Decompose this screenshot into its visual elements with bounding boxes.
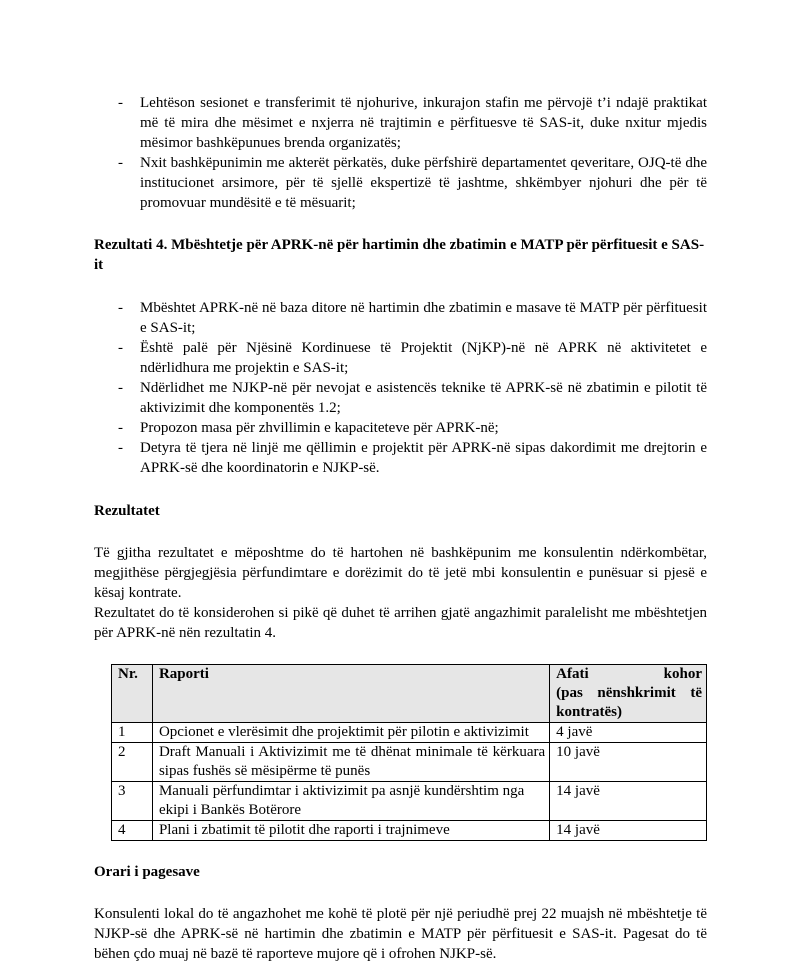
cell-report: Manuali përfundimtar i aktivizimit pa asnjë kundërshtim nga ekipi i Bankës Botërore: [152, 782, 549, 821]
cell-report: Plani i zbatimit të pilotit dhe raporti i trajnimeve: [152, 821, 549, 841]
cell-deadline: 14 javë: [550, 821, 707, 841]
payment-heading: Orari i pagesave: [94, 864, 200, 880]
table-row: [112, 723, 707, 743]
cell-deadline: 10 javë: [550, 743, 707, 782]
table-row: [112, 782, 707, 821]
results-paragraph-2: Rezultatet do të konsiderohen si pikë që duhet të arrihen gjatë angazhimit paralelisht me mbështetjen për APRK-në nën rezultatin 4.: [94, 605, 707, 641]
results-heading: Rezultatet: [94, 503, 160, 519]
table-row: [112, 743, 707, 782]
list-item: - Lehtëson sesionet e transferimit të njohurive, inkurajon stafin me përvojë t’i ndajë praktikat më të mira dhe mësimet e nxjerra në trajtimin e përfituesve të SAS-it, duke nxitur mjedis mësimor bashkëpunues brenda organizatës;: [118, 95, 707, 151]
bullet-marker: -: [118, 300, 123, 316]
bullet-marker: -: [118, 340, 123, 356]
cell-no: 4: [112, 821, 153, 841]
cell-no: 3: [112, 782, 153, 821]
payment-paragraph: Konsulenti lokal do të angazhohet me kohë të plotë për një periudhë prej 22 muajsh në mbështetje të NJKP-së dhe APRK-së në hartimin dhe zbatimin e MATP për përfituesit e SAS-it. Pagesat do të bëhen çdo muaj në bazë të raporteve mujore që i ofrohen NJKP-së.: [94, 906, 707, 962]
results-paragraph-1: Të gjitha rezultatet e mëposhtme do të hartohen në bashkëpunim me konsulentin ndërkombëtar, megjithëse përgjegjësia përfundimtare e dorëzimit do të jetë mbi konsulentin e punësuar si pjesë e kësaj kontrate.: [94, 545, 707, 601]
header-deadline: Afati kohor (pas nënshkrimit të kontratës): [550, 665, 707, 723]
list-item: - Mbështet APRK-në në baza ditore në hartimin dhe zbatimin e masave të MATP për përfituesit e SAS-it;: [118, 300, 707, 336]
bullet-marker: -: [118, 380, 123, 396]
list-item: - Ndërlidhet me NJKP-në për nevojat e asistencës teknike të APRK-së në zbatimin e pilotit të aktivizimit dhe komponentës 1.2;: [118, 380, 707, 416]
header-report: Raporti: [152, 665, 549, 723]
list-item: - Propozon masa për zhvillimin e kapaciteteve për APRK-në;: [118, 420, 499, 436]
result-4-heading: Rezultati 4. Mbështetje për APRK-në për hartimin dhe zbatimin e MATP për përfituesit e SAS-it: [94, 237, 705, 273]
cell-deadline: 4 javë: [550, 723, 707, 743]
header-no: Nr.: [112, 665, 153, 723]
result-4-bullet-list: [94, 298, 707, 478]
cell-no: 1: [112, 723, 153, 743]
table-header-row: [112, 665, 707, 723]
cell-report: Opcionet e vlerësimit dhe projektimit për pilotin e aktivizimit: [152, 723, 549, 743]
table-row: [112, 821, 707, 841]
bullet-marker: -: [118, 440, 123, 456]
cell-report: Draft Manuali i Aktivizimit me të dhënat minimale të kërkuara sipas fushës së mësipërme të punës: [152, 743, 549, 782]
bullet-marker: -: [118, 95, 123, 111]
cell-no: 2: [112, 743, 153, 782]
list-item: - Është palë për Njësinë Kordinuese të Projektit (NjKP)-në në APRK në aktivitetet e ndërlidhura me projektin e SAS-it;: [118, 340, 707, 376]
list-item: - Detyra të tjera në linjë me qëllimin e projektit për APRK-në sipas dakordimit me drejtorin e APRK-së dhe koordinatorin e NJKP-së.: [118, 440, 707, 476]
list-item: - Nxit bashkëpunimin me akterët përkatës, duke përfshirë departamentet qeveritare, OJQ-të dhe institucionet arsimore, për të sjellë ekspertizë të jashtme, shkëmbyer njohuri dhe për të promovuar mundësitë e të mësuarit;: [118, 155, 707, 211]
deliverables-table: [111, 664, 707, 841]
intro-bullet-list: [94, 93, 707, 213]
bullet-marker: -: [118, 420, 123, 436]
document-content: [94, 93, 707, 964]
bullet-marker: -: [118, 155, 123, 171]
cell-deadline: 14 javë: [550, 782, 707, 821]
